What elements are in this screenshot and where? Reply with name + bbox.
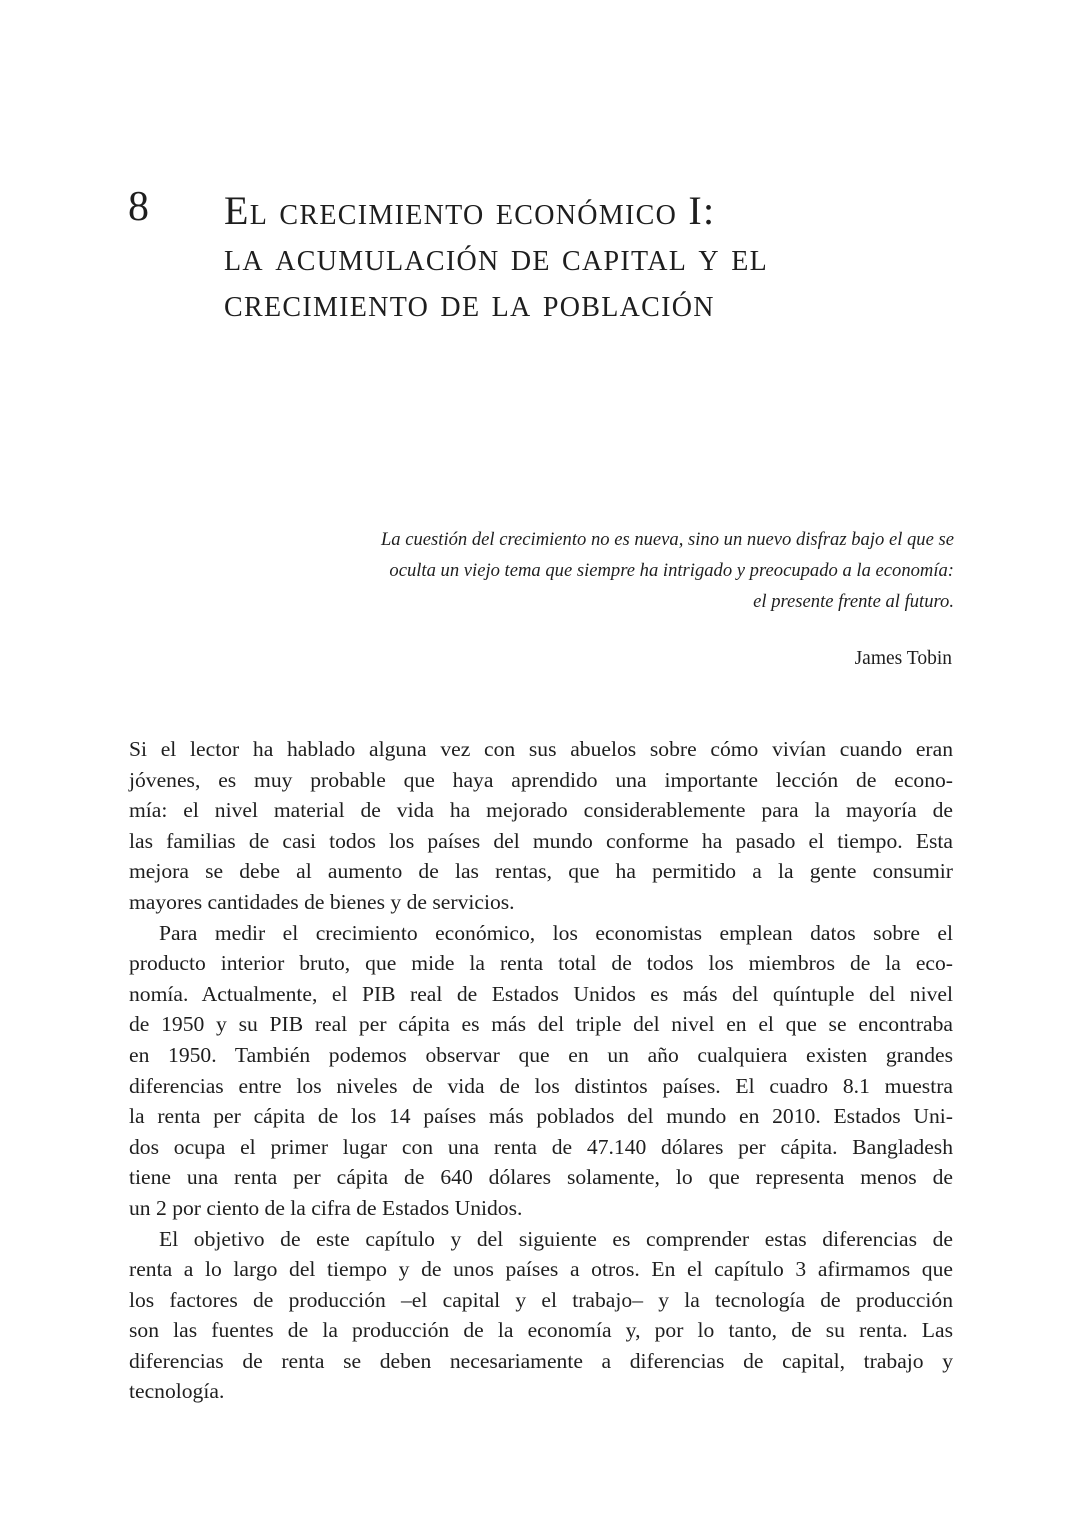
chapter-title-line: la acumulación de capital y el bbox=[224, 234, 769, 279]
body-text bbox=[129, 734, 953, 1407]
paragraph-line: tecnología. bbox=[129, 1379, 225, 1404]
paragraph-line: nomía. Actualmente, el PIB real de Estados Unidos es más del quíntuple del nivel bbox=[129, 981, 953, 1006]
epigraph-author: James Tobin bbox=[854, 648, 952, 669]
paragraph-line: jóvenes, es muy probable que haya aprendido una importante lección de econo- bbox=[129, 767, 953, 792]
paragraph-line: tiene una renta per cápita de 640 dólares solamente, lo que representa menos de bbox=[129, 1165, 953, 1190]
paragraph-line: mejora se debe al aumento de las rentas, que ha permitido a la gente consumir bbox=[129, 859, 953, 884]
paragraph-line: Si el lector ha hablado alguna vez con sus abuelos sobre cómo vivían cuando eran bbox=[129, 737, 953, 761]
paragraph-line: producto interior bruto, que mide la renta total de todos los miembros de la eco- bbox=[129, 951, 953, 976]
paragraph-line: un 2 por ciento de la cifra de Estados Unidos. bbox=[129, 1195, 523, 1220]
paragraph-line: dos ocupa el primer lugar con una renta de 47.140 dólares per cápita. Bangladesh bbox=[129, 1134, 953, 1159]
chapter-title bbox=[224, 188, 964, 326]
paragraph-line: El objetivo de este capítulo y del siguiente es comprender estas diferencias de bbox=[159, 1226, 953, 1251]
epigraph-line: oculta un viejo tema que siempre ha intrigado y preocupado a la economía: bbox=[389, 560, 954, 581]
paragraph-line: en 1950. También podemos observar que en un año cualquiera existen grandes bbox=[129, 1042, 953, 1067]
paragraph-line: los factores de producción –el capital y el trabajo– y la tecnología de producción bbox=[129, 1287, 953, 1312]
chapter-title-line: El crecimiento económico I: bbox=[224, 188, 716, 233]
chapter-title-line: crecimiento de la población bbox=[224, 280, 715, 325]
epigraph-line: La cuestión del crecimiento no es nueva, sino un nuevo disfraz bajo el que se bbox=[380, 529, 954, 550]
paragraph-line: renta a lo largo del tiempo y de unos países a otros. En el capítulo 3 afirmamos que bbox=[129, 1257, 953, 1282]
paragraph-line: mayores cantidades de bienes y de servicios. bbox=[129, 889, 515, 914]
paragraph-line: diferencias entre los niveles de vida de los distintos países. El cuadro 8.1 muestra bbox=[129, 1073, 953, 1098]
paragraph-line: son las fuentes de la producción de la economía y, por lo tanto, de su renta. Las bbox=[129, 1318, 953, 1343]
paragraph-line: la renta per cápita de los 14 países más poblados del mundo en 2010. Estados Uni- bbox=[129, 1104, 953, 1129]
paragraph-line: de 1950 y su PIB real per cápita es más del triple del nivel en el que se encontraba bbox=[129, 1012, 953, 1037]
epigraph-quote bbox=[294, 524, 954, 617]
epigraph-line: el presente frente al futuro. bbox=[753, 591, 954, 612]
chapter-number: 8 bbox=[128, 184, 149, 230]
paragraph-line: las familias de casi todos los países del mundo conforme ha pasado el tiempo. Esta bbox=[129, 828, 953, 853]
paragraph-line: mía: el nivel material de vida ha mejorado considerablemente para la mayoría de bbox=[129, 798, 953, 823]
paragraph-line: Para medir el crecimiento económico, los economistas emplean datos sobre el bbox=[159, 920, 953, 945]
paragraph-line: diferencias de renta se deben necesariamente a diferencias de capital, trabajo y bbox=[129, 1348, 953, 1373]
